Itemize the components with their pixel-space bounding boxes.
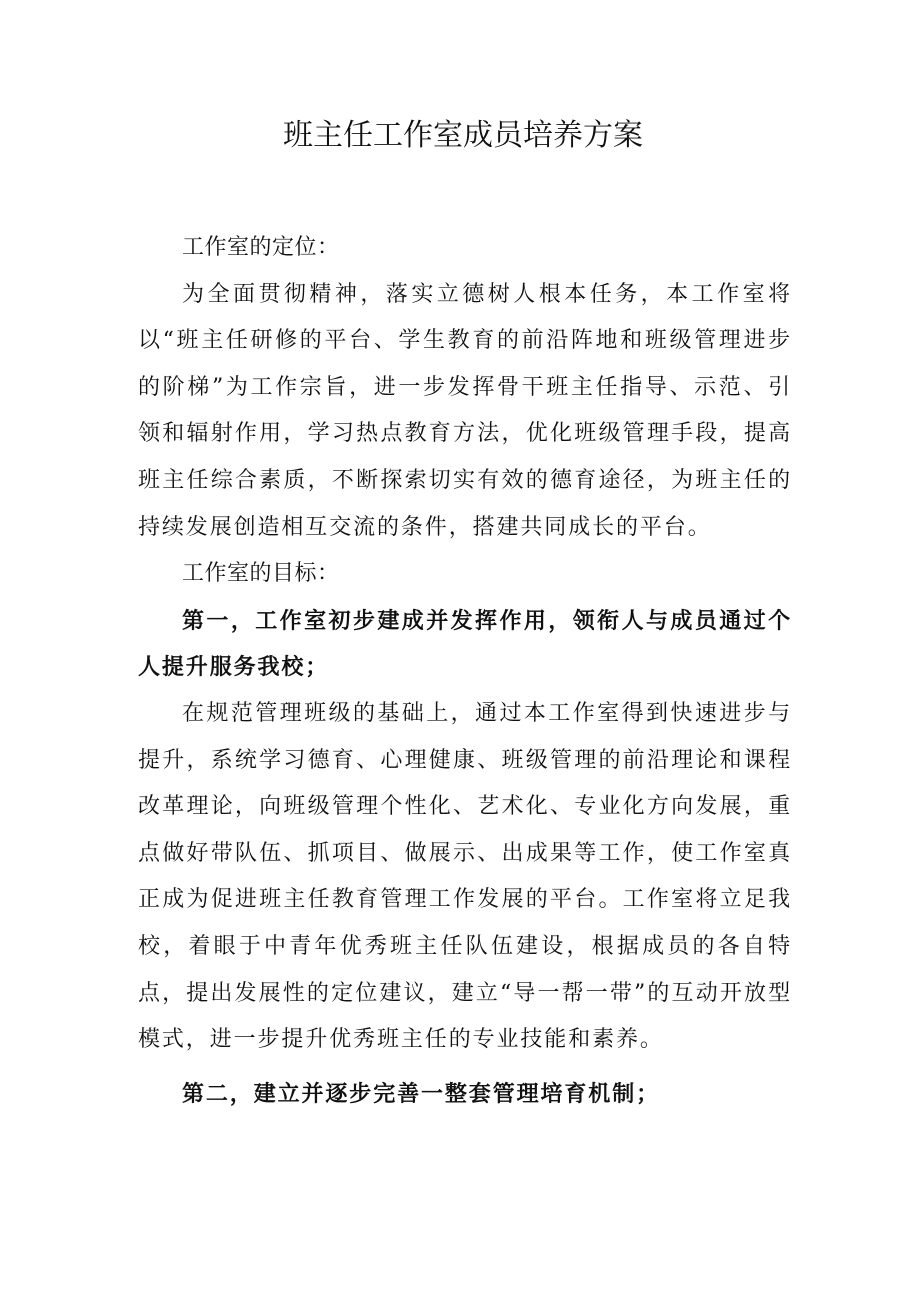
paragraph-positioning: 为全面贯彻精神，落实立德树人根本任务，本工作室将以“班主任研修的平台、学生教育的前沿阵地和班级管理进步的阶梯”为工作宗旨，进一步发挥骨干班主任指导、示范、引领和辐射作用，学习热点教育方法，优化班级管理手段，提高班主任综合素质，不断探索切实有效的德育途径，为班主任的持续发展创造相互交流的条件，搭建共同成长的平台。 [138,281,792,540]
section-heading-positioning: 工作室的定位： [182,235,340,260]
goal-one-heading: 第一，工作室初步建成并发挥作用，领衔人与成员通过个人提升服务我校； [138,607,792,681]
paragraph-goal-one: 在规范管理班级的基础上，通过本工作室得到快速进步与提升，系统学习德育、心理健康、班级管理的前沿理论和课程改革理论，向班级管理个性化、艺术化、专业化方向发展，重点做好带队伍、抓项目、做展示、出成果等工作，使工作室真正成为促进班主任教育管理工作发展的平台。工作室将立足我校，着眼于中青年优秀班主任队伍建设，根据成员的各自特点，提出发展性的定位建议，建立“导一帮一带”的互动开放型模式，进一步提升优秀班主任的专业技能和素养。 [138,700,792,1053]
goal-two-heading: 第二，建立并逐步完善一整套管理培育机制； [182,1080,661,1107]
section-heading-goals: 工作室的目标： [182,561,340,587]
document-body [138,225,792,1117]
document-title: 班主任工作室成员培养方案 [283,118,643,153]
